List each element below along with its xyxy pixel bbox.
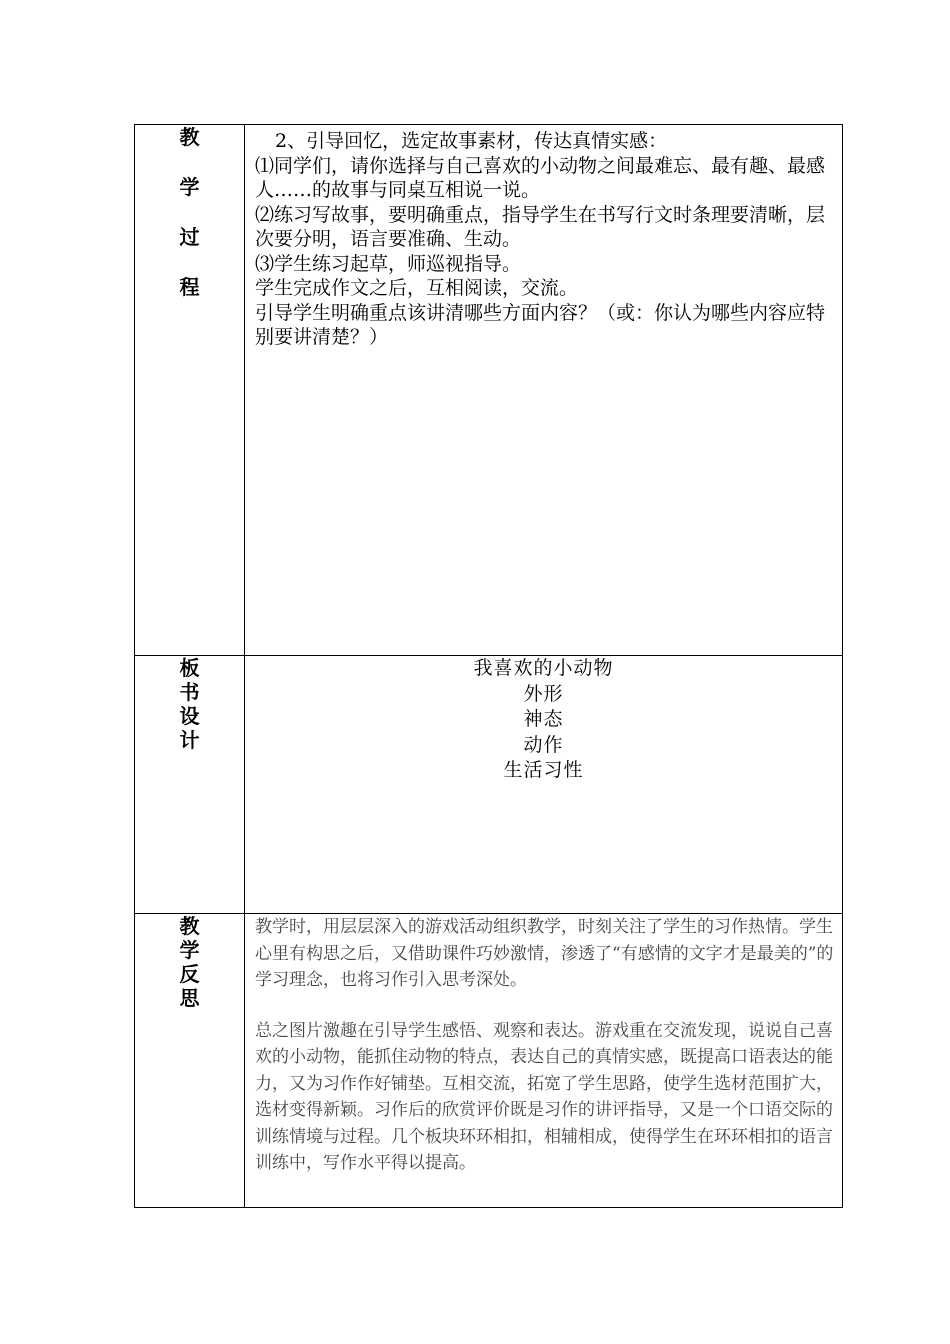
teaching-process-row: [135, 125, 843, 656]
teaching-reflection-label: [135, 914, 245, 1208]
process-step-heading: 2、引导回忆，选定故事素材，传达真情实感：: [275, 130, 668, 152]
label-char: 板: [179, 656, 200, 680]
process-step-3: ⑶学生练习起草，师巡视指导。: [255, 252, 522, 275]
label-char: 程: [179, 275, 200, 299]
reflection-paragraph-1: 教学时，用层层深入的游戏活动组织教学，时刻关注了学生的习作热情。学生心里有构思之后，又借助课件巧妙激情，渗透了“有感情的文字才是最美的”的学习理念，也将习作引入思考深处。: [255, 917, 834, 990]
label-char: 过: [179, 225, 200, 249]
board-item: 生活习性: [503, 759, 584, 781]
board-item: 神态: [523, 708, 564, 730]
paragraph-spacer: [255, 994, 836, 1018]
label-char: 书: [179, 680, 200, 704]
label-char: 反: [179, 962, 200, 986]
board-design-row: [135, 656, 843, 914]
label-char: 计: [179, 728, 200, 752]
board-item: 外形: [523, 682, 564, 705]
process-step-1: ⑴同学们，请你选择与自己喜欢的小动物之间最难忘、最有趣、最感人……的故事与同桌互相说一说。: [255, 154, 826, 201]
board-design-label: [135, 656, 245, 914]
label-char: 教: [179, 914, 200, 938]
label-char: 学: [179, 175, 200, 199]
teaching-process-label: [135, 125, 245, 656]
teaching-reflection-row: [135, 914, 843, 1208]
process-exchange: 学生完成作文之后，互相阅读，交流。: [255, 277, 579, 299]
board-title: 我喜欢的小动物: [473, 657, 614, 679]
label-char: 思: [179, 986, 200, 1010]
lesson-plan-table: [134, 124, 843, 1208]
reflection-paragraph-2: 总之图片激趣在引导学生感悟、观察和表达。游戏重在交流发现，说说自己喜欢的小动物，能抓住动物的特点，表达自己的真情实感，既提高口语表达的能力，又为习作作好铺垫。互相交流，拓宽了学生思路，使学生选材范围扩大，选材变得新颖。习作后的欣赏评价既是习作的讲评指导，又是一个口语交际的训练情境与过程。几个板块环环相扣，相辅相成，使得学生在环环相扣的语言训练中，写作水平得以提高。: [255, 1020, 833, 1173]
board-design-content: [245, 656, 843, 914]
teaching-process-content: [245, 125, 843, 656]
label-char: 学: [179, 938, 200, 962]
label-char: 设: [179, 704, 200, 728]
board-item: 动作: [523, 733, 564, 756]
process-step-2: ⑵练习写故事，要明确重点，指导学生在书写行文时条理要清晰，层次要分明，语言要准确、生动。: [255, 203, 826, 250]
label-char: 教: [179, 125, 200, 149]
teaching-reflection-content: [245, 914, 843, 1208]
process-guidance: 引导学生明确重点该讲清哪些方面内容？（或：你认为哪些内容应特别要讲清楚？）: [255, 301, 826, 348]
